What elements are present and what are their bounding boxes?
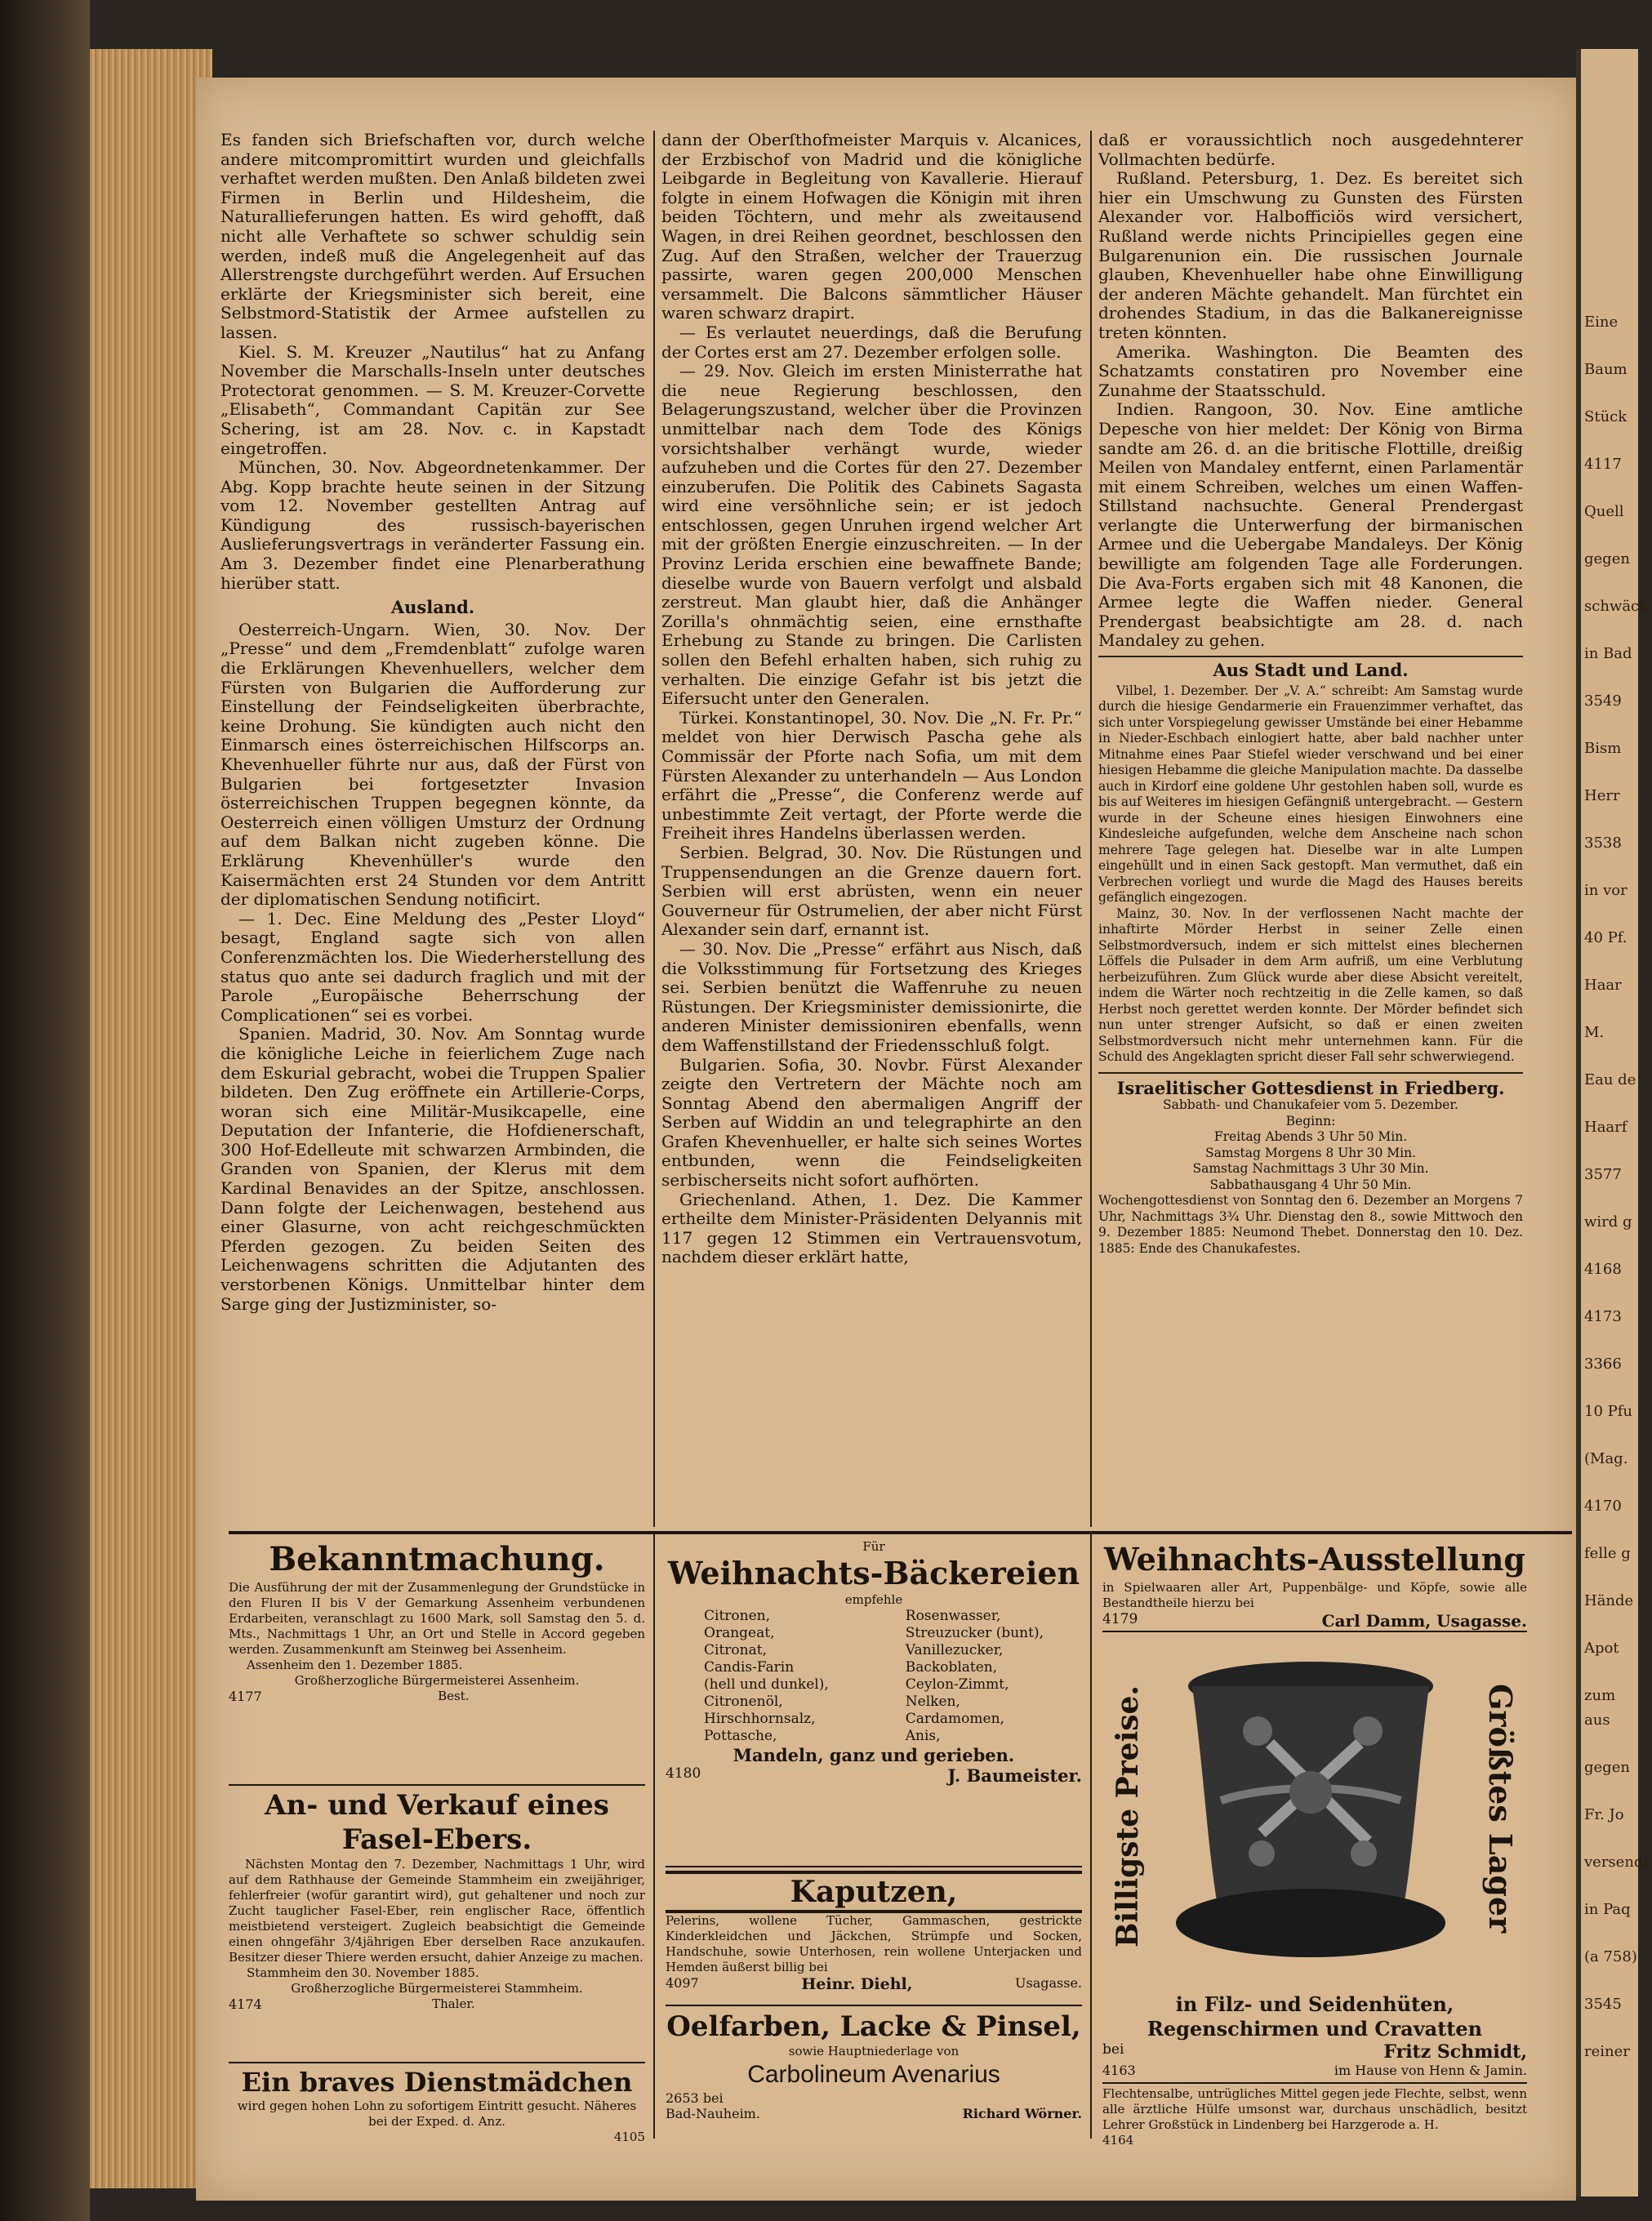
product-item: Ceylon-Zimmt, [905, 1676, 1009, 1693]
product-item: Vanillezucker, [905, 1642, 1004, 1658]
ad-bekanntmachung [229, 1539, 645, 1704]
ad-number: 4105 [613, 2130, 645, 2144]
next-page-fragment: Hände [1584, 1592, 1634, 1609]
gottesdienst-text: Wochengottesdienst von Sonntag den 6. Dezember an Morgens 7 Uhr, Nachmittags 3¾ Uhr. Dienstag den 8., sowie Mittwoch den 9. Dezember 1885: Neumond Thebet. Donnerstag den 10. Dez. 1885: Ende des Chanukafestes. [1098, 1193, 1523, 1256]
ad-place: im Hause von Henn & Jamin. [1334, 2063, 1527, 2078]
next-page-fragment: 10 Pfu [1584, 1403, 1632, 1420]
article-paragraph: Griechenland. Athen, 1. Dez. Die Kammer ertheilte dem Minister-Präsidenten Delyannis mit 117 gegen 12 Stimmen ein Vertrauensvotum, nachdem dieser erklärt hatte, [661, 1189, 1082, 1267]
article-paragraph: Bulgarien. Sofia, 30. Novbr. Fürst Alexander zeigte den Vertretern der Mächte noch am Sonntag Abend den abermaligen Angriff der Serben auf Widdin an und telegraphirte an den Grafen Khevenhueller, er halte sich seines Wortes entbunden, wenn die Feindseligkeiten serbischerseits nicht sofort aufhörten. [661, 1054, 1082, 1191]
column-3 [1098, 131, 1523, 1257]
ad-text: in Spielwaaren aller Art, Puppenbälge- und Köpfe, sowie alle Bestandtheile hierzu bei [1102, 1580, 1527, 1610]
product-item: Streuzucker (bunt), [905, 1625, 1044, 1641]
ad-fasel-eber [229, 1788, 645, 2012]
ad-name: Heinr. Diehl, [801, 1975, 913, 1993]
ad-name: Carl Damm, Usagasse. [1321, 1611, 1527, 1631]
ad-text: Nächsten Montag den 7. Dezember, Nachmittags 1 Uhr, wird auf dem Rathhause der Gemeinde Stammheim ein zweijähriger, fehlerfreier (wofür garantirt wird), gut gehaltener und noch zur Zucht tauglicher Fasel-Eber, rein englischer Race, öffentlich meistbietend versteigert. Zugleich beabsichtigt die Gemeinde einen ohngefähr 3/4jährigen Eber derselben Race anzukaufen. Besitzer dieser Thiere werden ersucht, dahier Anzeige zu machen. [229, 1857, 645, 1965]
product-list-right [906, 1608, 1044, 1745]
article-paragraph: daß er voraussichtlich noch ausgedehnterer Vollmachten bedürfe. [1098, 130, 1523, 169]
ad-title: Oelfarben, Lacke & Pinsel, [666, 2010, 1081, 2043]
ad-divider [229, 1784, 645, 1786]
next-page-fragment: 3366 [1584, 1355, 1622, 1373]
article-paragraph: — 1. Dec. Eine Meldung des „Pester Lloyd“ besagt, England sagte sich von allen Conferenzmächten los. Die Wiederherstellung des status quo ante sei dadurch fraglich und mit der Parole „Europäische Beherrschung der Complicationen“ sei es vorbei. [220, 908, 645, 1025]
ad-column-rule [1090, 1534, 1092, 2139]
ad-number: 4179 [1102, 1611, 1138, 1627]
ad-divider [666, 1866, 1082, 1867]
gottesdienst-time: Freitag Abends 3 Uhr 50 Min. [1213, 1129, 1408, 1145]
ad-sub: sowie Hauptniederlage von [788, 2044, 960, 2059]
ad-footer-2 [1102, 2063, 1527, 2078]
ad-name: J. Baumeister. [947, 1765, 1082, 1786]
gottesdienst-subtitle: Sabbath- und Chanukafeier vom 5. Dezember. [1163, 1097, 1458, 1113]
next-page-fragment: Quell [1584, 503, 1624, 520]
ad-bei: bei [702, 2090, 724, 2106]
ad-title: Ein braves Dienstmädchen [241, 2067, 633, 2098]
next-page-fragment: Stück [1584, 408, 1628, 425]
gottesdienst-notice [1098, 1072, 1523, 1257]
ad-kaputzen [666, 1871, 1082, 1993]
ad-number: 4174 [229, 1996, 262, 2012]
next-page-fragment: zum aus [1584, 1687, 1616, 1729]
next-page-fragment: Eau de [1584, 1071, 1636, 1088]
section-heading-stadt-land: Aus Stadt und Land. [1098, 656, 1523, 680]
product-item: Backoblaten, [905, 1659, 998, 1676]
next-page-fragment: in Paq [1584, 1901, 1631, 1918]
ad-text: in Filz- und Seidenhüten, Regenschirmen und Cravatten [1147, 1992, 1483, 2041]
next-page-fragment: Herr [1584, 787, 1620, 804]
next-page-fragment: Baum [1584, 361, 1628, 378]
ad-title: Weihnachts-Bäckereien [667, 1555, 1080, 1591]
page-edges [90, 49, 212, 2188]
ad-place: Usagasse. [1015, 1975, 1082, 1991]
article-paragraph: Kiel. S. M. Kreuzer „Nautilus“ hat zu Anfang November die Marschalls-Inseln unter deutsches Protectorat genommen. — S. M. Kreuzer-Corvette „Elisabeth“, Commandant Capitän zur See Schering, ist am 28. Nov. c. in Kapstadt eingetroffen. [220, 341, 645, 458]
ad-footer [666, 1975, 1082, 1993]
next-page-fragment: wird g [1584, 1213, 1632, 1231]
ad-vertical-right: Größtes Lager [1482, 1684, 1519, 1934]
next-page-fragment: Bism [1584, 740, 1622, 757]
product-item: Cardamomen, [905, 1711, 1004, 1727]
next-page-fragment: (a 758) [1584, 1948, 1637, 1965]
article-paragraph: Türkei. Konstantinopel, 30. Nov. Die „N. Fr. Pr.“ meldet von hier Derwisch Pascha gehe als Commissär der Pforte nach Sofia, um mit dem Fürsten Alexander zu unterhandeln — Aus London erfährt die „Presse“, die Conferenz werde auf unbestimmte Zeit vertagt, der Pforte werde die Freiheit ihres Handelns überlassen werden. [661, 707, 1082, 843]
ads-divider [229, 1531, 1572, 1534]
ad-product-list [666, 1608, 1082, 1745]
book-binding [0, 0, 90, 2221]
ad-name: Best. [438, 1689, 470, 1703]
next-page-fragment: 3577 [1584, 1166, 1622, 1183]
ad-mandeln: Mandeln, ganz und gerieben. [732, 1745, 1015, 1765]
article-paragraph: Oesterreich-Ungarn. Wien, 30. Nov. Der „Presse“ und dem „Fremdenblatt“ zufolge waren die Erklärungen Khevenhuellers, welcher dem Fürsten von Bulgarien die Aufforderung zur Einstellung der Feindseligkeiten überbrachte, keine Drohung. Sie kündigten auch nicht den Einmarsch eines österreichischen Hilfscorps an. Khevenhueller führte nur aus, daß der Fürst von Bulgarien bei fortgesetzter Invasion österreichischen Truppen begegnen könnte, da Oesterreich einen völligen Umsturz der Ordnung auf dem Balkan nicht zugeben könne. Die Erklärung Khevenhüller's wurde den Kaisermächten erst 24 Stunden vor dem Antritt der diplomatischen Sendung notificirt. [220, 619, 645, 910]
product-item: Citronenöl, [704, 1694, 783, 1710]
next-page-fragment: 4168 [1584, 1261, 1622, 1278]
product-item: Candis-Farin [704, 1659, 795, 1676]
next-page-fragment: 40 Pf. [1584, 929, 1628, 946]
ad-title: Kaputzen, [666, 1871, 1082, 1913]
ad-bei: bei [1102, 2041, 1124, 2058]
next-page-fragment: schwäch [1584, 598, 1649, 615]
top-hat-illustration [1172, 1654, 1449, 1972]
product-item: Citronen, [704, 1608, 771, 1624]
next-page-fragment: (Mag. [1584, 1450, 1628, 1467]
ad-text: Pelerins, wollene Tücher, Gammaschen, gestrickte Kinderkleidchen und Jäckchen, Strümpfe und Socken, Handschuhe, sowie Unterhosen, rein wollene Unterjacken und Hemden äußerst billig bei [666, 1913, 1082, 1974]
next-page-fragment: 4173 [1584, 1308, 1622, 1325]
product-list-left [704, 1608, 829, 1745]
ad-number: 2653 [666, 2090, 699, 2106]
next-page-fragment: versende [1584, 1854, 1652, 1871]
next-page-fragments [1581, 310, 1652, 2064]
ad-number: 4177 [229, 1689, 262, 1704]
article-paragraph: Serbien. Belgrad, 30. Nov. Die Rüstungen und Truppensendungen an die Grenze dauern fort. Serbien will erst abrüsten, wenn ein neuer Gouverneur für Ostrumelien, der aber nicht Fürst Alexander sein darf, ernannt ist. [661, 842, 1082, 940]
next-page-fragment: gegen [1584, 1759, 1630, 1776]
ad-title: An- und Verkauf eines Fasel-Ebers. [265, 1789, 609, 1856]
ad-footer [229, 1689, 645, 1704]
next-page-fragment: 3549 [1584, 692, 1622, 710]
product-item: Rosenwasser, [905, 1608, 1001, 1624]
gottesdienst-title: Israelitischer Gottesdienst in Friedberg. [1116, 1077, 1505, 1098]
ad-text: Flechtensalbe, untrügliches Mittel gegen jede Flechte, selbst, wenn alle ärztliche Hülfe umsonst war, durchaus unschädlich, besitzt Lehrer Großstück in Lindenberg bei Harzgerode a. H. [1102, 2086, 1527, 2132]
ad-hut-lager [1102, 1645, 1527, 1988]
ad-date: Stammheim den 30. November 1885. [247, 1965, 479, 1980]
ad-number: 4164 [1102, 2133, 1134, 2148]
ad-hut-text [1102, 1992, 1527, 2078]
ad-place: Bad-Nauheim. [666, 2106, 760, 2121]
article-paragraph: — 30. Nov. Die „Presse“ erfährt aus Nisch, daß die Volksstimmung für Fortsetzung des Krieges sei. Serbien benützt die Waffenruhe zu neuen Rüstungen. Der Kriegsminister demissionirte, die anderen Minister demissioniren ebenfalls, wenn dem Waffenstillstand der Friedensschluß folgt. [661, 938, 1082, 1055]
ad-divider [229, 2062, 645, 2063]
ad-name: Thaler. [432, 1996, 475, 2011]
product-item: Citronat, [704, 1642, 767, 1658]
ad-title: Weihnachts-Ausstellung [1104, 1541, 1525, 1578]
column-2 [661, 131, 1082, 1267]
product-item: Orangeat, [704, 1625, 775, 1641]
ad-product: Carbolineum Avenarius [747, 2061, 1000, 2088]
column-1 [220, 131, 645, 1314]
next-page-edge [1576, 49, 1652, 2197]
ad-weihnachts-ausstellung [1102, 1539, 1527, 1632]
ad-dienstmaedchen [229, 2066, 645, 2145]
ad-signature: Großherzogliche Bürgermeisterei Assenheim. [294, 1673, 580, 1688]
ad-name: Fritz Schmidt, [1383, 2041, 1527, 2063]
ad-empfehle: empfehle [844, 1592, 903, 1607]
ad-oelfarben [666, 2010, 1082, 2121]
ad-number: 4180 [666, 1765, 701, 1782]
ad-pre: Für [862, 1539, 885, 1554]
column-rule [653, 131, 655, 1527]
ad-divider [1102, 2082, 1527, 2084]
next-page-fragment: in Bad [1584, 645, 1632, 662]
ad-footer [1102, 1611, 1527, 1632]
ad-text: wird gegen hohen Lohn zu sofortigem Eintritt gesucht. Näheres bei der Exped. d. Anz. [237, 2099, 637, 2129]
ad-number: 4163 [1102, 2063, 1136, 2078]
next-page-fragment: 4117 [1584, 456, 1622, 473]
next-page-fragment: Fr. Jo [1584, 1806, 1624, 1823]
ad-number: 4097 [666, 1975, 699, 1991]
column-rule [1090, 131, 1092, 1527]
ad-footer-2 [666, 2106, 1082, 2121]
newspaper-page [196, 78, 1576, 2201]
article-paragraph: Vilbel, 1. Dezember. Der „V. A.“ schreibt: Am Samstag wurde durch die hiesige Gendarmerie ein Frauenzimmer verhaftet, das sich unter Vorspiegelung gewisser Umstände bei einer Hebamme in Nieder-Eschbach einlogiert hatte, aber bald nachher unter Mitnahme eines Paar Stiefel wieder verschwand und bei einer hiesigen Hebamme die gleiche Manipulation machte. Da dasselbe auch in Kirdorf eine goldene Uhr gestohlen haben soll, wurde es bis auf Weiteres im hiesigen Gefängniß untergebracht. — Gestern wurde in der Scheune eines hiesigen Einwohners eine Kindesleiche aufgefunden, welche dem Anscheine nach schon mehrere Tage gelegen hat. Dieselbe war in alte Lumpen eingehüllt und in einen Sack gestopft. Man vermuthet, daß ein Verbrechen vorliegt und wurde die Magd des Hauses bereits gefänglich eingezogen. [1098, 683, 1523, 906]
ad-column-rule [653, 1534, 655, 2139]
next-page-fragment: Haarf [1584, 1119, 1628, 1136]
ad-footer [1102, 2041, 1527, 2063]
next-page-fragment: M. [1584, 1024, 1605, 1041]
ad-name: Richard Wörner. [962, 2106, 1082, 2121]
next-page-fragment: felle g [1584, 1545, 1631, 1562]
product-item: Hirschhornsalz, [704, 1711, 816, 1727]
article-paragraph: München, 30. Nov. Abgeordnetenkammer. Der Abg. Kopp brachte heute seinen in der Sitzung vom 12. November gestellten Antrag auf Kündigung des russisch-bayerischen Auslieferungsvertrags in veränderter Fassung ein. Am 3. Dezember findet eine Plenarberathung hierüber statt. [220, 457, 645, 593]
ad-divider [666, 2005, 1082, 2006]
article-paragraph: Es fanden sich Briefschaften vor, durch welche andere mitcompromittirt wurden und gleichfalls verhaftet werden mußten. Den Anlaß bildeten zwei Firmen in Berlin und Hildesheim, die Naturallieferungen hatten. Es wird gehofft, daß nicht alle Verhaftete so schwer schuldig sein werden, indeß muß die Angelegenheit auf das Allerstrengste durchgeführt werden. Auf Ersuchen erklärte der Kriegsminister sich bereit, eine Selbstmord-Statistik der Armee aufstellen zu lassen. [220, 130, 645, 342]
next-page-fragment: 3538 [1584, 835, 1622, 852]
ad-text: Die Ausführung der mit der Zusammenlegung der Grundstücke in den Fluren II bis V der Gemarkung Assenheim verbundenen Erdarbeiten, veranschlagt zu 1600 Mark, soll Samstag den 5. d. Mts., Nachmittags 1 Uhr, an Ort und Stelle in Accord gegeben werden. Zusammenkunft am Steinweg bei Assenheim. [229, 1580, 645, 1657]
ad-footer [666, 2090, 1082, 2106]
ad-flechtensalbe [1102, 2086, 1527, 2148]
next-page-fragment: Haar [1584, 977, 1622, 994]
ad-footer [666, 1765, 1082, 1786]
ad-signature: Großherzogliche Bürgermeisterei Stammheim. [291, 1981, 583, 1996]
article-paragraph: — 29. Nov. Gleich im ersten Ministerrathe hat die neue Regierung beschlossen, den Belagerungszustand, welcher über die Provinzen unmittelbar nach dem Tode des Königs vorsichtshalber verhängt wurde, wieder aufzuheben und die Cortes für den 27. Dezember einzuberufen. Die Politik des Cabinets Sagasta wird eine versöhnliche sein; er ist jedoch entschlossen, gegen Unruhen irgend welcher Art mit der größten Energie einzuschreiten. — In der Provinz Lerida erschien eine bewaffnete Bande; dieselbe wurde von Bauern verfolgt und alsbald zerstreut. Man glaubt hier, daß die Anhänger Zorilla's ohnmächtig seien, eine ernsthafte Erhebung zu Stande zu bringen. Die Carlisten sollen den Befehl erhalten haben, sich ruhig zu verhalten. Die einzige Gefahr ist bis jetzt die Eifersucht unter den Generalen. [661, 361, 1082, 709]
ad-vertical-left: Billigste Preise. [1111, 1685, 1145, 1948]
article-paragraph: — Es verlautet neuerdings, daß die Berufung der Cortes erst am 27. Dezember erfolgen solle. [661, 322, 1082, 362]
next-page-fragment: reiner [1584, 2043, 1630, 2060]
ad-title: Bekanntmachung. [269, 1540, 605, 1578]
ad-weihnachts-baeckereien [666, 1539, 1082, 1786]
ad-footer [229, 1996, 645, 2012]
gottesdienst-time: Samstag Morgens 8 Uhr 30 Min. [1205, 1145, 1416, 1160]
article-paragraph: Rußland. Petersburg, 1. Dez. Es bereitet sich hier ein Umschwung zu Gunsten des Fürsten Alexander vor. Halbofficiös wird versichert, Rußland werde nichts Principielles gegen eine Bulgarenunion ein. Die russischen Journale glauben, Khevenhueller habe ohne Einwilligung der anderen Mächte gehandelt. Man fürchtet ein drohendes Stadium, in das die Balkanereignisse treten könnten. [1098, 168, 1523, 342]
ad-date: Assenheim den 1. Dezember 1885. [247, 1658, 463, 1672]
product-item: (hell und dunkel), [704, 1676, 829, 1693]
article-paragraph: Amerika. Washington. Die Beamten des Schatzamts constatiren pro November eine Zunahme der Staatsschuld. [1098, 341, 1523, 400]
product-item: Pottasche, [704, 1728, 777, 1744]
next-page-fragment: gegen [1584, 550, 1630, 567]
next-page-fragment: Eine [1584, 314, 1619, 331]
article-paragraph: Indien. Rangoon, 30. Nov. Eine amtliche Depesche von hier meldet: Der König von Birma sandte am 26. d. an die britische Flottille, dreißig Meilen von Mandaley entfernt, einen Parlamentär mit einem Schreiben, welches um einen Waffen-Stillstand nachsuchte. General Prendergast verlangte die Unterwerfung der birmanischen Armee und die Uebergabe Mandaleys. Der König bewilligte am folgenden Tage alle Forderungen. Die Ava-Forts ergaben sich mit 48 Kanonen, die Armee legte die Waffen nieder. General Prendergast beabsichtigte am 28. d. nach Mandaley zu gehen. [1098, 399, 1523, 651]
gottesdienst-beginn: Beginn: [1285, 1113, 1336, 1128]
next-page-fragment: 4170 [1584, 1498, 1622, 1515]
next-page-fragment: Apot [1584, 1640, 1619, 1657]
article-paragraph: Spanien. Madrid, 30. Nov. Am Sonntag wurde die königliche Leiche in feierlichem Zuge nach dem Eskurial gebracht, wobei die Truppen Spalier bildeten. Den Zug eröffnete ein Artillerie-Corps, woran sich eine Militär-Musikcapelle, eine Deputation der Infanterie, die Hofdienerschaft, 300 Hof-Edelleute mit schwarzen Armbinden, die Granden von Spanien, der Klerus mit dem Kardinal Benavides an der Spitze, anschlossen. Dann folgte der Leichenwagen, bestehend aus einer Glasurne, von acht reichgeschmückten Pferden gezogen. Zu beiden Seiten des Leichenwagens schritten die Adjutanten des verstorbenen Königs. Unmittelbar hinter dem Sarge ging der Justizminister, so- [220, 1024, 645, 1314]
gottesdienst-time: Samstag Nachmittags 3 Uhr 30 Min. [1192, 1161, 1429, 1177]
product-item: Anis, [905, 1728, 941, 1744]
gottesdienst-time: Sabbathausgang 4 Uhr 50 Min. [1209, 1177, 1412, 1192]
next-page-fragment: in vor [1584, 882, 1628, 899]
product-item: Nelken, [905, 1694, 960, 1710]
next-page-fragment: 3545 [1584, 1996, 1622, 2013]
article-paragraph: Mainz, 30. Nov. In der verflossenen Nacht machte der inhaftirte Mörder Herbst in seiner Zelle einen Selbstmordversuch, indem er sich mittelst eines blechernen Löffels die Pulsader in dem Arm aufriß, um eine Verblutung herbeizuführen. Zum Glück wurde aber diese Absicht vereitelt, indem die Wärter noch rechtzeitig in die Zelle kamen, so daß Herbst noch gerettet werden konnte. Der Mörder befindet sich nun unter strenger Aufsicht, so daß er einen zweiten Selbstmordversuch nicht mehr unternehmen kann. Für die Schuld des Angeklagten spricht dieser Fall sehr schwerwiegend. [1098, 906, 1523, 1065]
section-heading-ausland: Ausland. [390, 597, 475, 618]
article-paragraph: dann der Oberſthofmeister Marquis v. Alcanices, der Erzbischof von Madrid und die königliche Leibgarde in Begleitung von Kavallerie. Hierauf folgte in einem Hofwagen die Königin mit ihren beiden Töchtern, und mehr als zweitausend Wagen, in drei Reihen geordnet, beschlossen den Zug. Auf den Straßen, welcher der Trauerzug passirte, waren gegen 200,000 Menschen versammelt. Die Balcons sämmtlicher Häuser waren schwarz drapirt. [661, 130, 1082, 323]
